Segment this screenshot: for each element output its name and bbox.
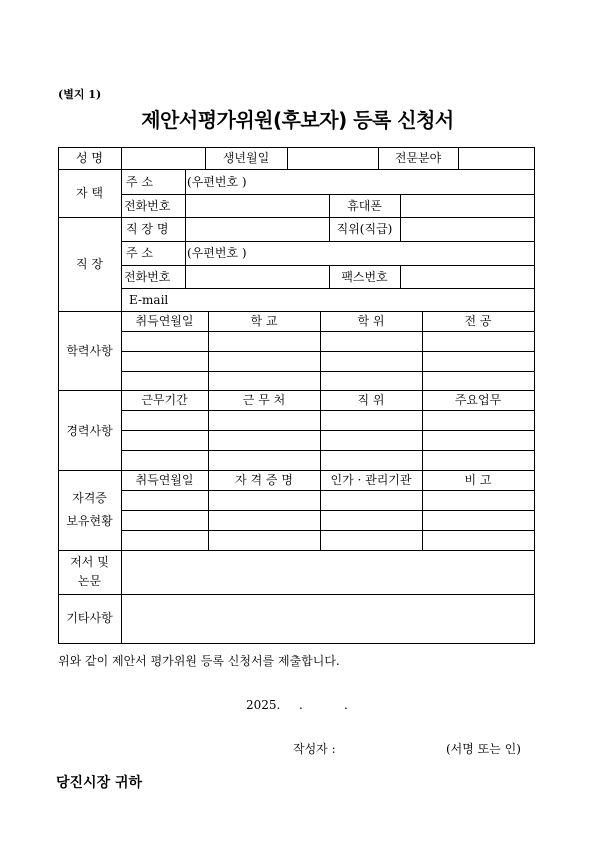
row-divider: [121, 194, 534, 195]
home-section-label: 자 택: [76, 186, 103, 200]
work-section-label: 직 장: [76, 257, 103, 271]
license-col-name: 자 격 증 명: [235, 473, 293, 487]
writer-label: 작성자 :: [293, 742, 336, 756]
publications-label: 저서 및: [70, 555, 109, 569]
column-divider: [400, 265, 401, 289]
date-day-dot: .: [344, 698, 348, 712]
annex-label: (별지 1): [58, 88, 102, 101]
row-divider: [121, 510, 534, 511]
birth-date-label: 생년월일: [222, 151, 270, 165]
form-title: 제안서평가위원(후보자) 등록 신청서: [141, 108, 454, 132]
fax-label: 팩스번호: [341, 270, 388, 284]
education-section-label: 학력사항: [66, 344, 113, 358]
education-col-school: 학 교: [250, 314, 278, 328]
row-divider: [58, 169, 534, 170]
row-divider: [58, 470, 534, 471]
row-divider: [58, 594, 534, 595]
education-col-date: 취득연월일: [135, 314, 194, 328]
home-zip-code: (우편번호 ): [187, 175, 247, 189]
career-col-period: 근무기간: [141, 393, 188, 407]
column-divider: [458, 147, 459, 170]
work-phone-label: 전화번호: [124, 270, 171, 284]
row-divider: [58, 311, 534, 312]
row-divider: [121, 265, 534, 266]
license-col-remarks: 비 고: [464, 473, 492, 487]
workplace-name-label: 직 장 명: [126, 222, 169, 236]
column-divider: [400, 217, 401, 242]
education-col-degree: 학 위: [357, 314, 385, 328]
row-divider: [58, 550, 534, 551]
publications-label-2: 논문: [77, 574, 102, 588]
application-form-table: [58, 147, 535, 644]
column-divider: [208, 311, 209, 551]
column-divider: [320, 311, 321, 551]
row-divider: [121, 288, 534, 289]
column-divider: [422, 311, 423, 551]
home-phone-label: 전화번호: [124, 199, 171, 213]
row-divider: [58, 390, 534, 391]
email-label: E-mail: [129, 293, 169, 307]
mobile-label: 휴대폰: [347, 199, 382, 213]
work-zip-code: (우편번호 ): [187, 246, 247, 260]
work-address-label: 주 소: [126, 246, 153, 260]
license-section-label: 자격증: [72, 491, 107, 505]
home-address-label: 주 소: [126, 175, 153, 189]
career-col-position: 직 위: [357, 393, 385, 407]
specialty-label: 전문분야: [394, 151, 442, 165]
row-divider: [121, 530, 534, 531]
row-divider: [121, 351, 534, 352]
row-divider: [121, 490, 534, 491]
other-notes-label: 기타사항: [66, 611, 113, 625]
signature-note: (서명 또는 인): [446, 742, 521, 756]
license-section-label-2: 보유현황: [66, 514, 113, 528]
submission-statement: 위와 같이 제안서 평가위원 등록 신청서를 제출합니다.: [58, 654, 340, 668]
career-section-label: 경력사항: [66, 424, 113, 438]
date-month-dot: .: [299, 698, 303, 712]
education-col-major: 전 공: [464, 314, 492, 328]
recipient: 당진시장 귀하: [56, 775, 143, 791]
career-col-duties: 주요업무: [454, 393, 502, 407]
name-label: 성 명: [76, 151, 103, 165]
license-col-agency: 인가 · 관리기관: [330, 473, 412, 487]
column-divider: [185, 169, 186, 289]
row-divider: [121, 241, 534, 242]
career-col-workplace: 근 무 처: [242, 393, 286, 407]
column-divider: [400, 194, 401, 218]
column-divider: [287, 147, 288, 170]
row-divider: [121, 331, 534, 332]
row-divider: [121, 430, 534, 431]
position-label: 직위(직급): [336, 222, 393, 236]
row-divider: [121, 450, 534, 451]
row-divider: [121, 410, 534, 411]
row-divider: [58, 217, 534, 218]
row-divider: [121, 371, 534, 372]
date-year: 2025.: [246, 698, 281, 712]
license-col-date: 취득연월일: [135, 473, 194, 487]
